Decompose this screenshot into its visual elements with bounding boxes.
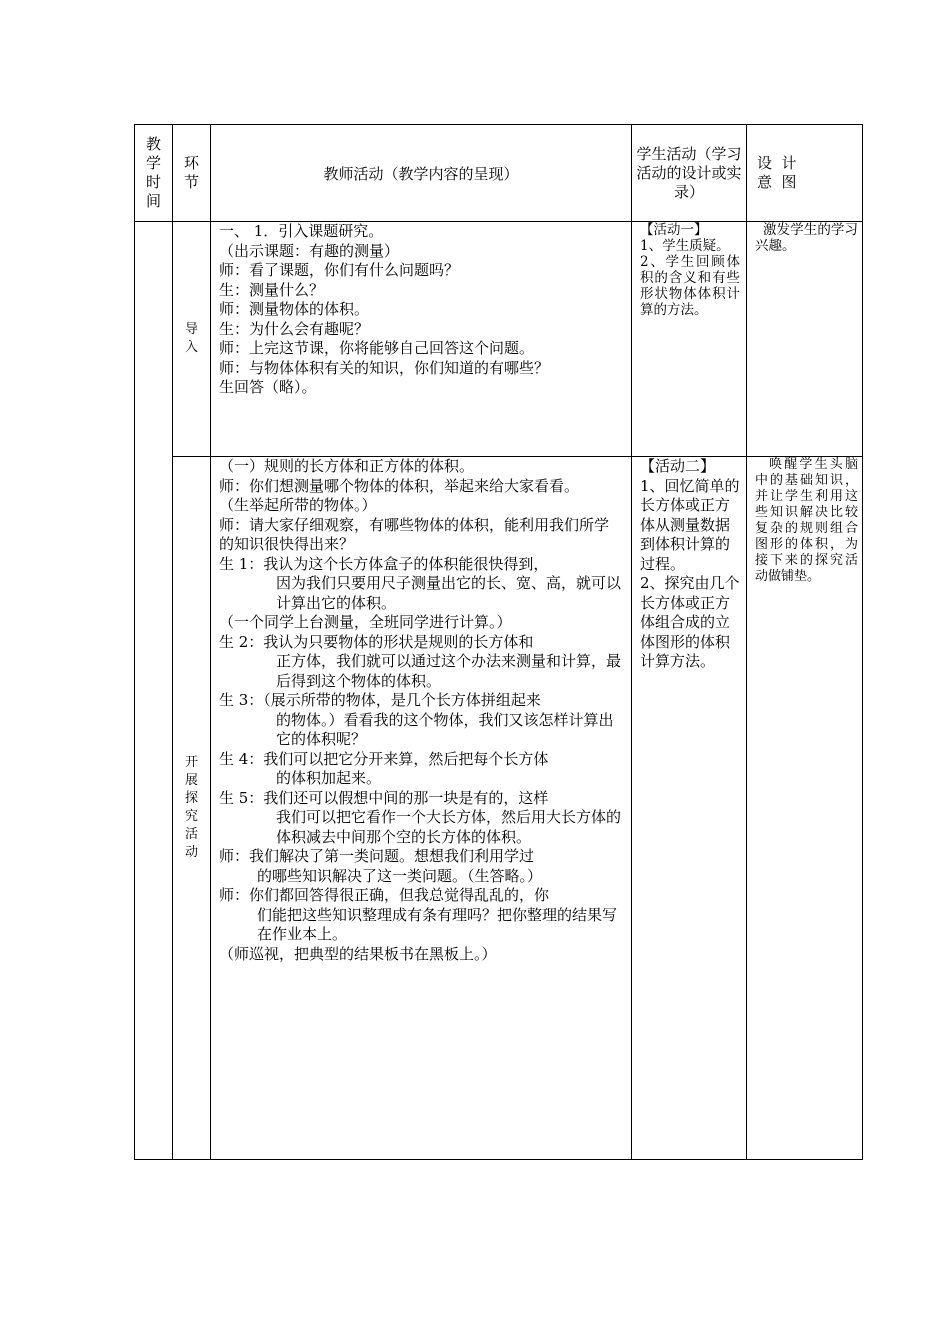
text-line: 师：你们想测量哪个物体的体积，举起来给大家看看。 <box>219 476 580 495</box>
text-line: 的哪些知识解决了这一类问题。（生答略。） <box>257 866 543 885</box>
design-intent-intro: 激发学生的学习兴趣。 <box>747 222 863 457</box>
text-line: 师：与物体体积有关的知识，你们知道的有哪些？ <box>219 358 550 377</box>
lesson-plan-table <box>134 124 863 1160</box>
text-line: 正方体，我们就可以通过这个办法来测量和计算，最后得到这个物体的体积。 <box>276 652 622 690</box>
text-line: 们能把这些知识整理成有条有理吗？把你整理的结果写在作业本上。 <box>257 905 618 943</box>
text-line: 师：请大家仔细观察，有哪些物体的体积，能利用我们所学的知识很快得出来？ <box>219 515 610 553</box>
text-line: 生 2：我认为只要物体的形状是规则的长方体和 <box>219 632 534 651</box>
text-line: 师：测量物体的体积。 <box>219 300 370 318</box>
row-explore <box>135 457 863 1160</box>
text-line: 因为我们只要用尺子测量出它的长、宽、高，就可以计算出它的体积。 <box>276 574 622 612</box>
text-line: （出示课题：有趣的测量） <box>219 241 400 260</box>
text-line: 生 3：（展示所带的物体，是几个长方体拼组起来 <box>219 691 541 709</box>
text-line: 师：上完这节课，你将能够自己回答这个问题。 <box>219 339 535 357</box>
design-intent-explore: 唤醒学生头脑中的基础知识，并让学生利用这些知识解决比较复杂的规则组合图形的体积，为接下来的探究活动做铺垫。 <box>747 457 863 1160</box>
header-segment: 环 节 <box>173 125 211 222</box>
text-line: 师：我们解决了第一类问题。想想我们利用学过 <box>219 847 535 865</box>
teacher-lines <box>219 222 623 398</box>
student-activity-explore <box>632 457 747 1160</box>
text-line: 的体积加起来。 <box>276 769 382 787</box>
teacher-activity-intro <box>211 222 632 457</box>
text-line: 2、学生回顾体积的含义和有些形状物体体积计算的方法。 <box>640 254 740 318</box>
text-line: 【活动二】 <box>640 457 716 475</box>
text-line: 师：看了课题，你们有什么问题吗？ <box>219 261 460 279</box>
text-line: 生 5：我们还可以假想中间的那一块是有的，这样 <box>219 788 549 807</box>
time-cell <box>135 222 173 1160</box>
student-lines <box>640 222 740 318</box>
text-line: 一、 1．引入课题研究。 <box>219 222 384 240</box>
student-activity-intro <box>632 222 747 457</box>
text-line: 生回答（略）。 <box>219 378 317 396</box>
segment-explore: 开展探究活动 <box>173 457 211 1160</box>
segment-intro: 导入 <box>173 222 211 457</box>
header-student-activity: 学生活动（学习活动的设计或实录） <box>632 125 747 222</box>
header-teacher-activity: 教师活动（教学内容的呈现） <box>211 125 632 222</box>
text-line: 师：你们都回答得很正确，但我总觉得乱乱的，你 <box>219 886 550 904</box>
text-line: 2、探究由几个长方体或正方体组合成的立体图形的体积计算方法。 <box>640 574 740 670</box>
teacher-lines <box>219 457 623 964</box>
text-line: 的物体。）看看我的这个物体，我们又该怎样计算出它的体积呢？ <box>276 710 614 748</box>
text-line: （师巡视，把典型的结果板书在黑板上。） <box>219 944 497 963</box>
header-design-intent: 设 计 意 图 <box>747 125 863 222</box>
text-line: 【活动一】 <box>640 222 708 238</box>
row-intro <box>135 222 863 457</box>
text-line: 1、回忆简单的长方体或正方体从测量数据到体积计算的过程。 <box>640 476 740 573</box>
text-line: （一个同学上台测量，全班同学进行计算。） <box>219 613 512 631</box>
teacher-activity-explore <box>211 457 632 1160</box>
text-line: 生 1：我认为这个长方体盒子的体积能很快得到， <box>219 554 549 573</box>
text-line: 生：测量什么？ <box>219 280 325 299</box>
text-line: 我们可以把它看作一个大长方体，然后用大长方体的体积减去中间那个空的长方体的体积。 <box>276 808 622 846</box>
text-line: 1、学生质疑。 <box>640 238 730 254</box>
text-line: （生举起所带的物体。） <box>219 496 377 514</box>
header-time: 教 学 时 间 <box>135 125 173 222</box>
header-row <box>135 125 863 222</box>
student-lines <box>640 457 740 672</box>
text-line: 生：为什么会有趣呢？ <box>219 319 370 338</box>
text-line: （一）规则的长方体和正方体的体积。 <box>219 457 475 475</box>
text-line: 生 4：我们可以把它分开来算，然后把每个长方体 <box>219 749 549 768</box>
